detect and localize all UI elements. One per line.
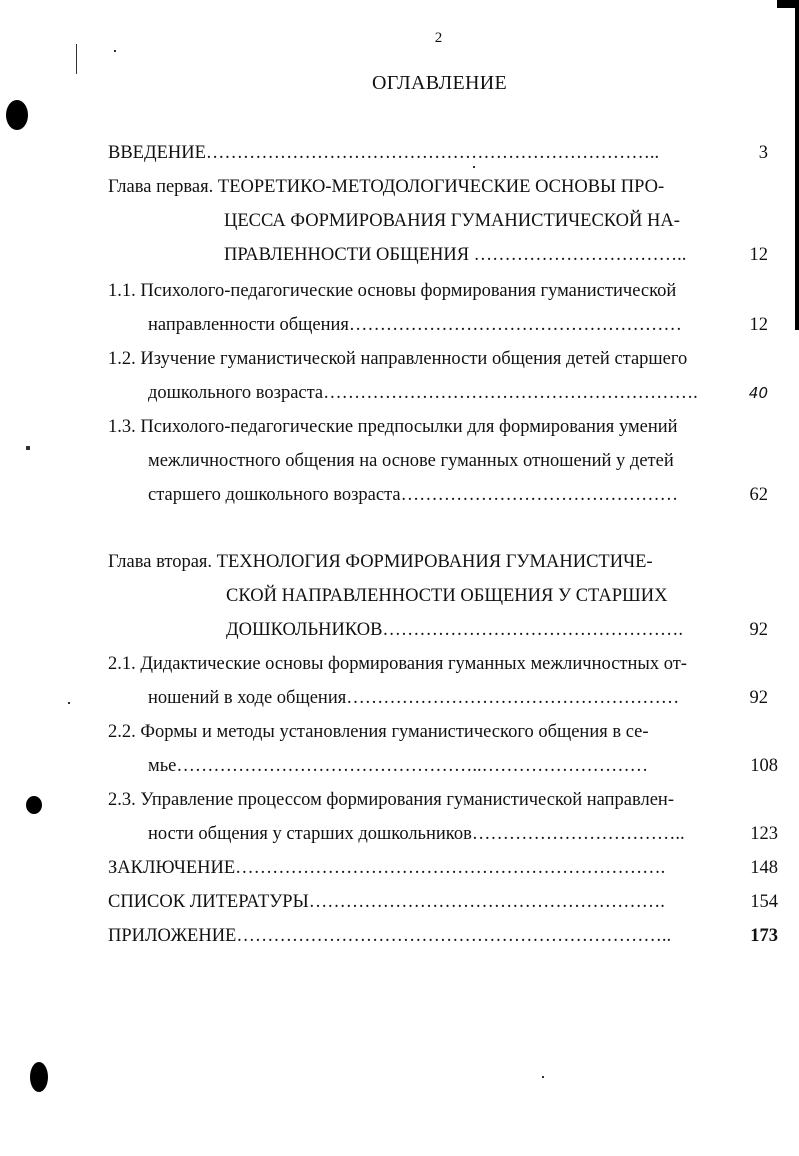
scan-blot — [6, 100, 28, 130]
toc-entry-text: 2.3. Управление процессом формирования гуманистической направлен- — [108, 790, 674, 810]
page-number: 2 — [434, 30, 443, 46]
toc-page-number: 154 — [750, 892, 778, 912]
scan-edge-mark-top — [777, 0, 799, 8]
toc-entry-text: Глава вторая. ТЕХНОЛОГИЯ ФОРМИРОВАНИЯ ГУМАНИСТИЧЕ- — [108, 552, 653, 572]
toc-entry-text: ДОШКОЛЬНИКОВ…………………………………………. — [226, 620, 684, 640]
scan-blot — [30, 1062, 48, 1092]
toc-entry-text: мье…………………………………………..……………………… — [148, 756, 649, 776]
toc-page-number: 12 — [749, 315, 768, 335]
toc-entry-text: направленности общения……………………………………………… — [148, 315, 682, 335]
toc-page-number: 62 — [749, 485, 768, 505]
toc-entry-text: ности общения у старших дошкольников…………………………….. — [148, 824, 685, 844]
toc-entry-text: ПРАВЛЕННОСТИ ОБЩЕНИЯ …………………………….. — [224, 245, 687, 265]
scan-speck — [26, 446, 30, 450]
toc-page-number: 123 — [750, 824, 778, 844]
toc-page-number: 3 — [758, 143, 768, 163]
toc-entry-text: 2.1. Дидактические основы формирования гуманных межличностных от- — [108, 654, 687, 674]
toc-entry-text: Глава первая. ТЕОРЕТИКО-МЕТОДОЛОГИЧЕСКИЕ ОСНОВЫ ПРО- — [108, 177, 665, 197]
toc-page-number: 92 — [749, 688, 768, 708]
toc-entry-text: дошкольного возраста……………………………………………………. — [148, 383, 698, 403]
toc-entry-text: 1.2. Изучение гуманистической направленности общения детей старшего — [108, 349, 688, 369]
toc-page-number: 148 — [750, 858, 778, 878]
scan-speck — [76, 44, 77, 74]
page-title: ОГЛАВЛЕНИЕ — [372, 72, 507, 94]
toc-entry-text: ПРИЛОЖЕНИЕ…………………………………………………………….. — [108, 926, 672, 946]
scan-speck — [542, 1076, 544, 1078]
toc-page-number: 108 — [750, 756, 778, 776]
toc-entry-text: межличностного общения на основе гуманных отношений у детей — [148, 451, 674, 471]
toc-entry-text: ЦЕССА ФОРМИРОВАНИЯ ГУМАНИСТИЧЕСКОЙ НА- — [224, 211, 680, 231]
toc-page-number: 173 — [750, 926, 778, 946]
toc-page-number: 92 — [749, 620, 768, 640]
toc-entry-text: ЗАКЛЮЧЕНИЕ……………………………………………………………. — [108, 858, 666, 878]
toc-entry-text: 1.1. Психолого-педагогические основы формирования гуманистической — [108, 281, 677, 301]
toc-entry-text: СКОЙ НАПРАВЛЕННОСТИ ОБЩЕНИЯ У СТАРШИХ — [226, 586, 668, 606]
toc-entry-text: СПИСОК ЛИТЕРАТУРЫ…………………………………………………. — [108, 892, 665, 912]
scan-edge-mark — [795, 0, 799, 330]
scan-speck — [114, 50, 116, 52]
toc-entry-text: 2.2. Формы и методы установления гуманистического общения в се- — [108, 722, 649, 742]
scan-blot — [26, 796, 42, 814]
toc-entry-text: ношений в ходе общения……………………………………………… — [148, 688, 680, 708]
scan-speck — [473, 166, 475, 168]
toc-entry-text: ВВЕДЕНИЕ……………………………………………………………….. — [108, 143, 660, 163]
toc-entry-text: старшего дошкольного возраста……………………………………… — [148, 485, 679, 505]
toc-entry-text: 1.3. Психолого-педагогические предпосылки для формирования умений — [108, 417, 678, 437]
toc-page-number-handwritten: 40 — [748, 384, 768, 402]
scan-speck — [68, 702, 70, 704]
toc-page-number: 12 — [749, 245, 768, 265]
